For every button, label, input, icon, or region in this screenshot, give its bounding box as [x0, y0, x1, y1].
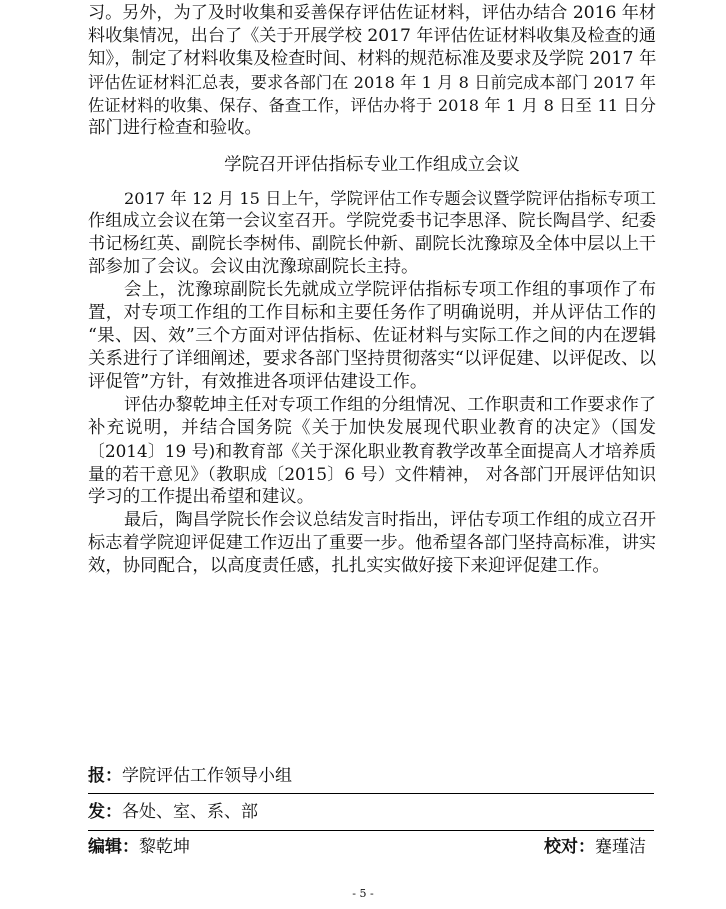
text-line: 作组成立会议在第一会议室召开。学院党委书记李思泽、院长陶昌学、纪委 — [88, 211, 656, 231]
text-line: 部门进行检查和验收。 — [88, 118, 262, 138]
editor-value: 黎乾坤 — [139, 837, 190, 857]
text-line: 学习的工作提出希望和建议。 — [88, 487, 315, 507]
text-line: 评促管”方针，有效推进各项评估建设工作。 — [88, 372, 428, 392]
colon: ： — [105, 766, 122, 786]
text-line: 补充说明，并结合国务院《关于加快发展现代职业教育的决定》（国发 — [88, 418, 656, 438]
report-label: 报 — [88, 766, 105, 786]
text-line: 评估佐证材料汇总表，要求各部门在 2018 年 1 月 8 日前完成本部门 2017 年 — [88, 73, 656, 92]
page-number: - 5 - — [352, 887, 374, 900]
colon: ： — [122, 837, 139, 857]
text-line: 佐证材料的收集、保存、备查工作，评估办将于 2018 年 1 月 8 日至 11 日分 — [88, 96, 656, 115]
proof-value: 蹇瑾洁 — [595, 837, 646, 857]
send-label: 发 — [88, 802, 105, 822]
colon: ： — [105, 802, 122, 822]
text-line: 料收集情况，出台了《关于开展学校 2017 年评估佐证材料收集及检查的通 — [88, 26, 656, 46]
divider-line — [88, 793, 654, 794]
text-line: 2017 年 12 月 15 日上午，学院评估工作专题会议暨学院评估指标专项工 — [124, 189, 656, 208]
proofreader-row — [544, 836, 646, 858]
send-to-row — [88, 801, 258, 823]
text-line: 量的若干意见》（教职成〔2015〕6 号）文件精神， 对各部门开展评估知识 — [88, 464, 656, 484]
text-line: 效，协同配合，以高度责任感，扎扎实实做好接下来迎评促建工作。 — [88, 556, 610, 576]
text-line: “果、因、效”三个方面对评估指标、佐证材料与实际工作之间的内在逻辑 — [88, 326, 656, 346]
editor-row — [88, 836, 190, 858]
text-line: 书记杨红英、副院长李树伟、副院长仲新、副院长沈豫琼及全体中层以上干 — [88, 234, 656, 254]
divider-line — [88, 830, 654, 831]
text-line: 评估办黎乾坤主任对专项工作组的分组情况、工作职责和工作要求作了 — [124, 395, 656, 415]
text-line: 关系进行了详细阐述，要求各部门坚持贯彻落实“以评促建、以评促改、以 — [88, 349, 656, 369]
send-value: 各处、室、系、部 — [122, 802, 258, 822]
editor-label: 编辑 — [88, 837, 122, 857]
text-line: 会上，沈豫琼副院长先就成立学院评估指标专项工作组的事项作了布 — [124, 280, 656, 300]
text-line: 置，对专项工作组的工作目标和主要任务作了明确说明，并从评估工作的 — [88, 303, 656, 323]
text-line: 标志着学院迎评促建工作迈出了重要一步。他希望各部门坚持高标准，讲实 — [88, 533, 656, 553]
text-line: 〔2014〕19 号)和教育部《关于深化职业教育教学改革全面提高人才培养质 — [88, 441, 656, 461]
report-to-row — [88, 765, 292, 787]
text-line: 习。另外，为了及时收集和妥善保存评估佐证材料，评估办结合 2016 年材 — [88, 3, 656, 23]
text-line: 知》，制定了材料收集及检查时间、材料的规范标准及要求及学院 2017 年 — [88, 49, 657, 69]
text-line: 部参加了会议。会议由沈豫琼副院长主持。 — [88, 257, 419, 277]
article-title: 学院召开评估指标专业工作组成立会议 — [224, 155, 520, 175]
proof-label: 校对 — [544, 837, 578, 857]
colon: ： — [578, 837, 595, 857]
text-line: 最后，陶昌学院长作会议总结发言时指出，评估专项工作组的成立召开 — [124, 510, 656, 530]
report-value: 学院评估工作领导小组 — [122, 766, 292, 786]
